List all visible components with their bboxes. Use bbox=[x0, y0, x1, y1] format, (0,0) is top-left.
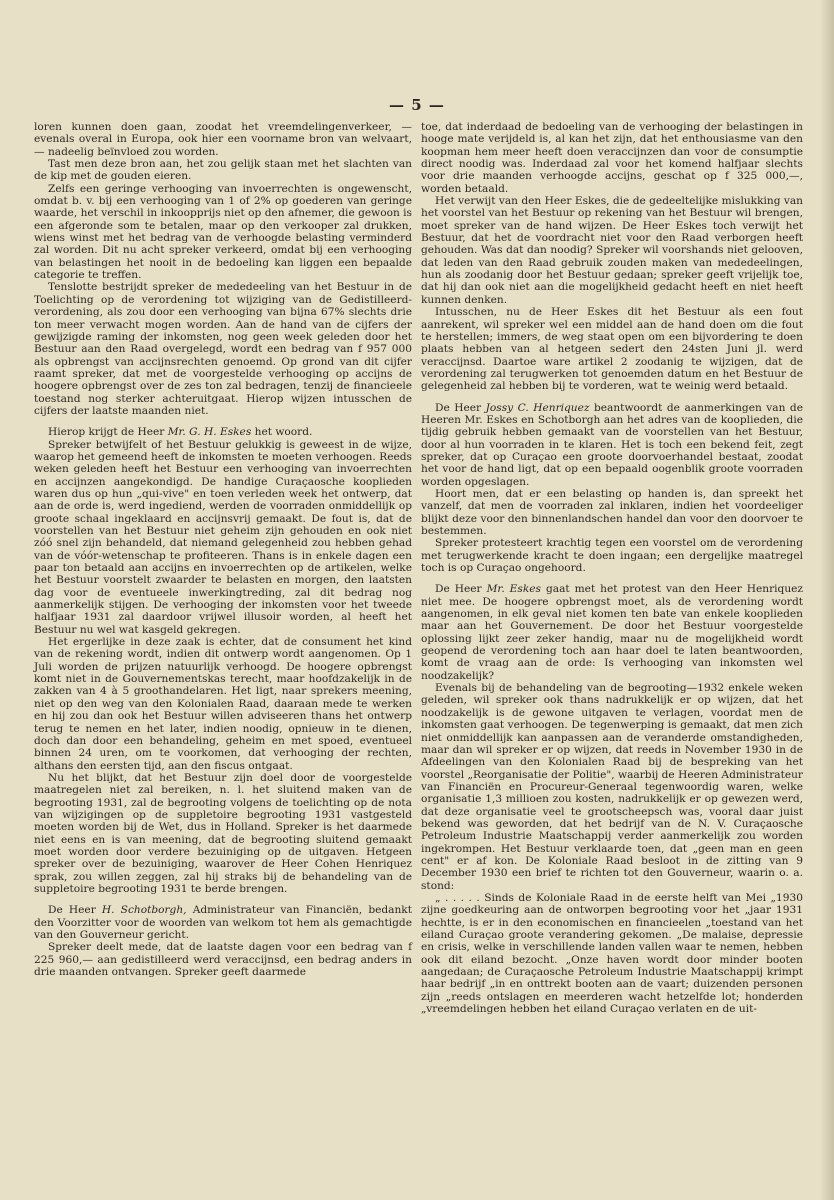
paragraph bbox=[34, 904, 412, 941]
paragraph bbox=[421, 402, 803, 488]
paragraph-text: Nu het blijkt, dat het Bestuur zijn doel door de voorgestelde maatregelen niet zal bereiken, n. l. het sluitend maken van de begrooting 1931, zal de begrooting volgens de toelichting op de nota van wijzigingen op de suppletoire begrooting 1931 vastgesteld moeten worden bij de Wet, dus in Holland. Spreker is het daarmede niet eens en is van meening, dat de begrooting sluitend gemaakt moet worden door verdere bezuiniging op de uitgaven. Hetgeen spreker over de bezuiniging, waarover de Heer Cohen Henriquez sprak, zou willen zeggen, zal hij straks bij de behandeling van de suppletoire begrooting 1931 te berde brengen. bbox=[34, 771, 412, 895]
paragraph-text: De Heer bbox=[435, 401, 486, 414]
paragraph bbox=[421, 306, 803, 392]
paragraph bbox=[421, 682, 803, 892]
paragraph-text: toe, dat inderdaad de bedoeling van de verhooging der belastingen in hooge mate verijdeld is, al kan het zijn, dat het enthousiasme van den koopman hem meer heeft doen veraccijnzen dan voor de consumptie direct noodig was. Inderdaad zal voor het komend halfjaar slechts voor drie maanden verhoogde accijns, geschat op f 325 000,—, worden betaald. bbox=[421, 121, 803, 195]
speaker-name: Jossy C. Henriquez bbox=[485, 401, 590, 414]
paragraph bbox=[421, 195, 803, 306]
paragraph bbox=[34, 158, 412, 183]
paragraph-text: Het verwijt van den Heer Eskes, die de gedeeltelijke mislukking van het voorstel van het Bestuur op rekening van het Bestuur wil brengen, moet spreker van de hand wijzen. De Heer Eskes toch verwijt het Bestuur, dat het de voordracht niet voor den Raad verborgen heeft gehouden. Was dat dan noodig? Spreker wil voorshands niet gelooven, dat leden van den Raad gebruik zouden maken van mededeelingen, hun als zoodanig door het Bestuur gedaan; spreker geeft vrijelijk toe, dat hij dan ook niet aan die mogelijkheid gedacht heeft en niet heeft kunnen denken. bbox=[421, 195, 803, 306]
paragraph-text: Hierop krijgt de Heer bbox=[48, 426, 168, 439]
paragraph bbox=[421, 537, 803, 574]
paragraph bbox=[34, 636, 412, 772]
paragraph-text: De Heer bbox=[435, 583, 487, 596]
paragraph bbox=[34, 426, 412, 438]
paragraph bbox=[34, 121, 412, 158]
paragraph-text: Evenals bij de behandeling van de begrooting—1932 enkele weken geleden, wil spreker ook thans nadrukkelijk er op wijzen, dat het noodzakelijk is de gewone uitgaven te verlagen, voordat men de inkomsten gaat verhoogen. De tegenwerping is gemaakt, dat men zich niet onmiddellijk kan aanpassen aan de veranderde omstandigheden, maar dan wil spreker er op wijzen, dat reeds in November 1930 in de Afdeelingen van den Kolonialen Raad bij de bespreking van het voorstel „Reorganisatie der Politie", waarbij de Heeren Administrateur van Financiën en Procureur-Generaal tegenwoordig waren, welke organisatie 1,3 millioen zou kosten, nadrukkelijk er op gewezen werd, dat deze organisatie veel te grootscheepsch was, vooral daar juist bekend was geworden, dat het bedrijf van de N. V. Curaçaosche Petroleum Industrie Maatschappij verder aanmerkelijk zou worden ingekrompen. Het Bestuur verklaarde toen, dat „geen man en geen cent" er af kon. De Koloniale Raad besloot in de zitting van 9 December 1930 een brief te richten tot den Gouverneur, waarin o. a. stond: bbox=[421, 682, 803, 892]
left-column bbox=[34, 121, 412, 978]
paragraph-text: het woord. bbox=[251, 426, 313, 439]
paragraph-text: loren kunnen doen gaan, zoodat het vreemdelingenverkeer, — evenals overal in Europa, ook hier een voorname bron van welvaart, — nadeelig beïnvloed zou worden. bbox=[34, 121, 412, 158]
right-column bbox=[421, 121, 803, 1015]
paragraph-text: Intusschen, nu de Heer Eskes dit het Bestuur als een fout aanrekent, wil spreker wel een middel aan de hand doen om die fout te herstellen; immers, de weg staat open om een bijvordering te doen plaats hebben van al hetgeen sedert den 24sten Juni jl. werd veraccijnsd. Daartoe ware artikel 2 zoodanig te wijzigen, dat de verordening zal terugwerken tot genoemden datum en het Bestuur de gelegenheid zal hebben bij te vorderen, wat te weinig werd betaald. bbox=[421, 306, 803, 393]
paragraph bbox=[421, 488, 803, 537]
paragraph-text: Tast men deze bron aan, het zou gelijk staan met het slachten van de kip met de gouden eieren. bbox=[34, 158, 412, 183]
paragraph bbox=[421, 892, 803, 1015]
paragraph bbox=[34, 941, 412, 978]
paragraph-text: Administrateur van Financiën, bedankt den Voorzitter voor de woorden van welkom tot hem als gemachtigde van den Gouverneur gericht. bbox=[34, 904, 412, 941]
paragraph bbox=[421, 583, 803, 682]
paragraph-text: Tenslotte bestrijdt spreker de mededeeling van het Bestuur in de Toelichting op de verordening tot wijziging van de Gedistilleerd-verordening, als zou door een verhooging van bijna 67% slechts drie ton meer verwacht mogen worden. Aan de hand van de cijfers der gewijzigde raming der inkomsten, nog geen week geleden door het Bestuur aan den Raad overgelegd, wordt een bedrag van f 957 000 als opbrengst van accijnsrechten genoemd. Op grond van dit cijfer raamt spreker, dat met de voorgestelde verhooging op accijns de hoogere opbrengst over de zes ton zal bedragen, tenzij de financieele toestand nog sterker achteruitgaat. Hierop wijzen intusschen de cijfers der laatste maanden niet. bbox=[34, 281, 412, 417]
paragraph-text: Spreker betwijfelt of het Bestuur gelukkig is geweest in de wijze, waarop het gemeend heeft de inkomsten te moeten verhoogen. Reeds weken geleden heeft het Bestuur een verhooging van invoerrechten en accijnzen aangekondigd. De handige Curaçaosche kooplieden waren dus op hun „qui-vive" en toen verleden week het ontwerp, dat aan de orde is, werd ingediend, werden de voorraden onmiddellijk op groote schaal ingeklaard en accijnsvrij gemaakt. De fout is, dat de voorstellen van het Bestuur niet geheim zijn gehouden en ook niet zóó snel zijn behandeld, dat niemand gelegenheid zou hebben gehad van de vóór-wetenschap te profiteeren. Thans is in enkele dagen een paar ton betaald aan accijns en invoerrechten op de artikelen, welke het Bestuur voorstelt zwaarder te belasten en morgen, den laatsten dag voor de eventueele inwerkingtreding, zal dit bedrag nog aanmerkelijk stijgen. De verhooging der inkomsten voor het tweede halfjaar 1931 zal daardoor vrijwel illusoir worden, al heeft het Bestuur nu wel wat kasgeld gekregen. bbox=[34, 438, 412, 636]
paragraph-text: Zelfs een geringe verhooging van invoerrechten is ongewenscht, omdat b. v. bij een verhooging van 1 of 2% op goederen van geringe waarde, het verschil in inkoopprijs niet op den afnemer, die gewoon is een afgeronde som te betalen, maar op den verkooper zal drukken, wiens winst met het bedrag van de verhoogde belasting verminderd zal worden. Dit nu acht spreker verkeerd, omdat bij een verhooging van belastingen het nooit in de bedoeling kan liggen een bepaalde categorie te treffen. bbox=[34, 182, 412, 282]
paragraph bbox=[34, 772, 412, 895]
paragraph bbox=[34, 439, 412, 637]
speaker-name: Mr. G. H. Eskes bbox=[167, 426, 252, 439]
paragraph-text: gaat met het protest van den Heer Henriquez niet mee. De hoogere opbrengst moet, als de verordening wordt aangenomen, in elk geval niet komen ten bate van enkele kooplieden maar aan het Gouvernement. De door het Bestuur voorgestelde oplossing lijkt zeer zeker handig, maar nu de mogelijkheid wordt geopend de verordening toch aan haar doel te laten beantwoorden, komt de vraag aan de orde: Is verhooging van inkomsten wel noodzakelijk? bbox=[421, 583, 803, 682]
paragraph-text: De Heer bbox=[48, 904, 102, 917]
paragraph-text: Het ergerlijke in deze zaak is echter, dat de consument het kind van de rekening wordt, indien dit ontwerp wordt aangenomen. Op 1 Juli worden de prijzen natuurlijk verhoogd. De hoogere opbrengst komt niet in de Gouvernementskas terecht, maar hoofdzakelijk in de zakken van 4 à 5 groothandelaren. Het ligt, naar sprekers meening, niet op den weg van den Kolonialen Raad, daaraan mede te werken en hij zou dan ook het Bestuur willen adviseeren thans het ontwerp terug te nemen en het later, indien noodig, opnieuw in te dienen, doch dan door een behandeling, geheim en met spoed, eventueel binnen 24 uren, om te voorkomen, dat verhooging der rechten, althans den eersten tijd, aan den fiscus ontgaat. bbox=[34, 636, 412, 772]
page-number: — 5 — bbox=[389, 96, 445, 114]
paragraph-text: beantwoordt de aanmerkingen van de Heeren Mr. Eskes en Schotborgh aan het adres van de kooplieden, die tijdig gebruik hebben gemaakt van de voorstellen van het Bestuur, door al hun voorraden in te klaren. Het is toch een bekend feit, zegt spreker, dat op Curaçao een groote doorvoerhandel bestaat, zoodat het voor de hand ligt, dat op een bepaald oogenblik groote voorraden worden opgeslagen. bbox=[421, 401, 803, 488]
page-edge-shadow bbox=[820, 0, 834, 1200]
paragraph bbox=[34, 281, 412, 417]
speaker-name: Mr. Eskes bbox=[486, 583, 541, 596]
paragraph bbox=[421, 121, 803, 195]
paragraph bbox=[34, 183, 412, 282]
speaker-name: H. Schotborgh, bbox=[101, 904, 187, 917]
paragraph-text: „ . . . . . Sinds de Koloniale Raad in de eerste helft van Mei „1930 zijne goedkeuring aan de ontworpen begrooting voor het „jaar 1931 hechtte, is er in den economischen en financieelen „toestand van het eiland Curaçao groote verandering gekomen. „De malaise, depressie en crisis, welke in verschillende landen vallen waar te nemen, hebben ook dit eiland bezocht. „Onze haven wordt door minder booten aangedaan; de Curaçaosche Petroleum Industrie Maatschappij krimpt haar bedrijf „in en onttrekt booten aan de vaart; duizenden personen zijn „reeds ontslagen en meerderen wacht hetzelfde lot; honderden „vreemdelingen hebben het eiland Curaçao verlaten en de uit- bbox=[421, 891, 803, 1016]
paragraph-text: Spreker protesteert krachtig tegen een voorstel om de verordening met terugwerkende kracht te doen ingaan; een dergelijke maatregel toch is op Curaçao ongehoord. bbox=[421, 537, 803, 575]
paragraph-text: Hoort men, dat er een belasting op handen is, dan spreekt het vanzelf, dat men de voorraden zal inklaren, indien het voordeeliger blijkt deze voor den binnenlandschen handel dan voor den doorvoer te bestemmen. bbox=[421, 487, 803, 537]
paragraph-text: Spreker deelt mede, dat de laatste dagen voor een bedrag van f 225 960,— aan gedistilleerd werd veraccijnsd, een bedrag anders in drie maanden ontvangen. Spreker geeft daarmede bbox=[34, 941, 412, 979]
